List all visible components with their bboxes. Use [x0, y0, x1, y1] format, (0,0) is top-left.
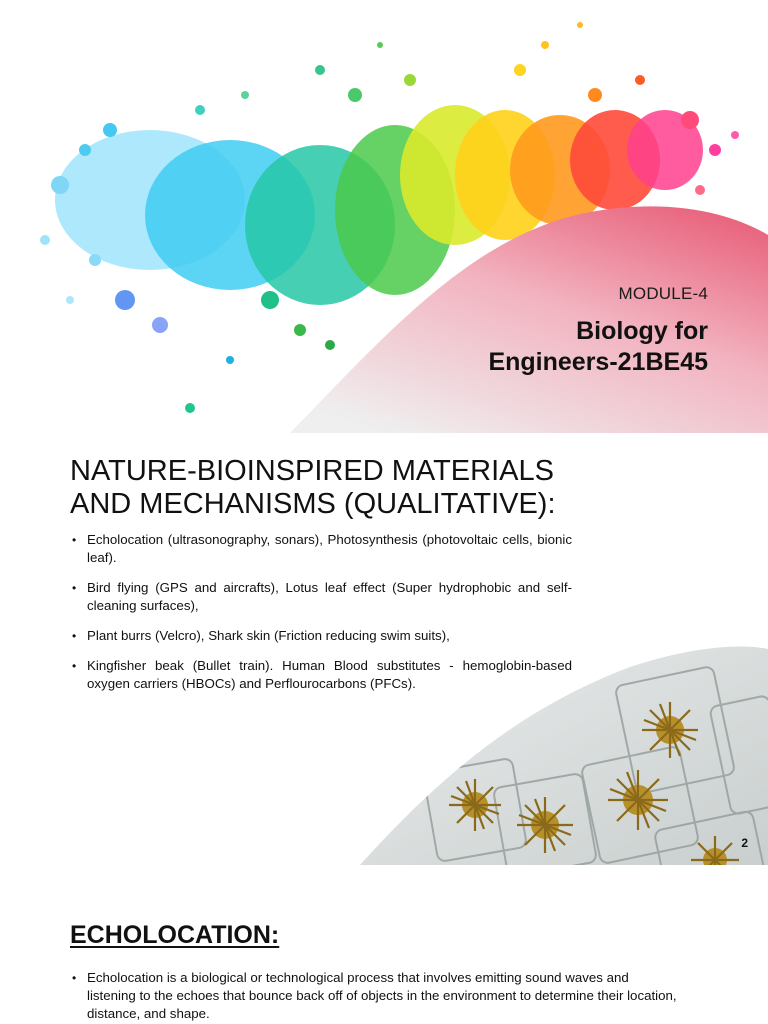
bullet-item: • Plant burrs (Velcro), Shark skin (Friction reducing swim suits),	[70, 627, 572, 645]
echolocation-slide	[0, 865, 768, 1024]
bioinspired-heading-line-1: NATURE-BIOINSPIRED MATERIALS	[70, 455, 554, 487]
bullet-item: • Echolocation is a biological or technological process that involves emitting sound waves and listening to the echoes that bounce back off of objects in the environment to determine their location, distance, and shape.	[70, 969, 680, 1023]
module-label: MODULE-4	[618, 284, 708, 303]
bullet-item: • Kingfisher beak (Bullet train). Human Blood substitutes - hemoglobin-based oxygen carriers (HBOCs) and Perflourocarbons (PFCs).	[70, 657, 572, 693]
echolocation-bullet-list	[70, 969, 680, 1023]
bullet-item: • Bird flying (GPS and aircrafts), Lotus leaf effect (Super hydrophobic and self-cleaning surfaces),	[70, 579, 572, 615]
bioinspired-slide	[0, 433, 768, 865]
title-slide	[0, 0, 768, 433]
slide-title-line-1: Biology for	[576, 317, 708, 345]
bioinspired-heading-line-2: AND MECHANISMS (QUALITATIVE):	[70, 488, 556, 520]
slide-title-line-2: Engineers-21BE45	[488, 348, 708, 376]
echolocation-heading: ECHOLOCATION:	[70, 921, 280, 949]
diatom-microscope-image	[360, 645, 768, 865]
slide-title	[488, 316, 708, 378]
page-number: 2	[741, 836, 748, 850]
bullet-item: • Echolocation (ultrasonography, sonars), Photosynthesis (photovoltaic cells, bionic leaf).	[70, 531, 572, 567]
bioinspired-heading	[70, 455, 630, 521]
